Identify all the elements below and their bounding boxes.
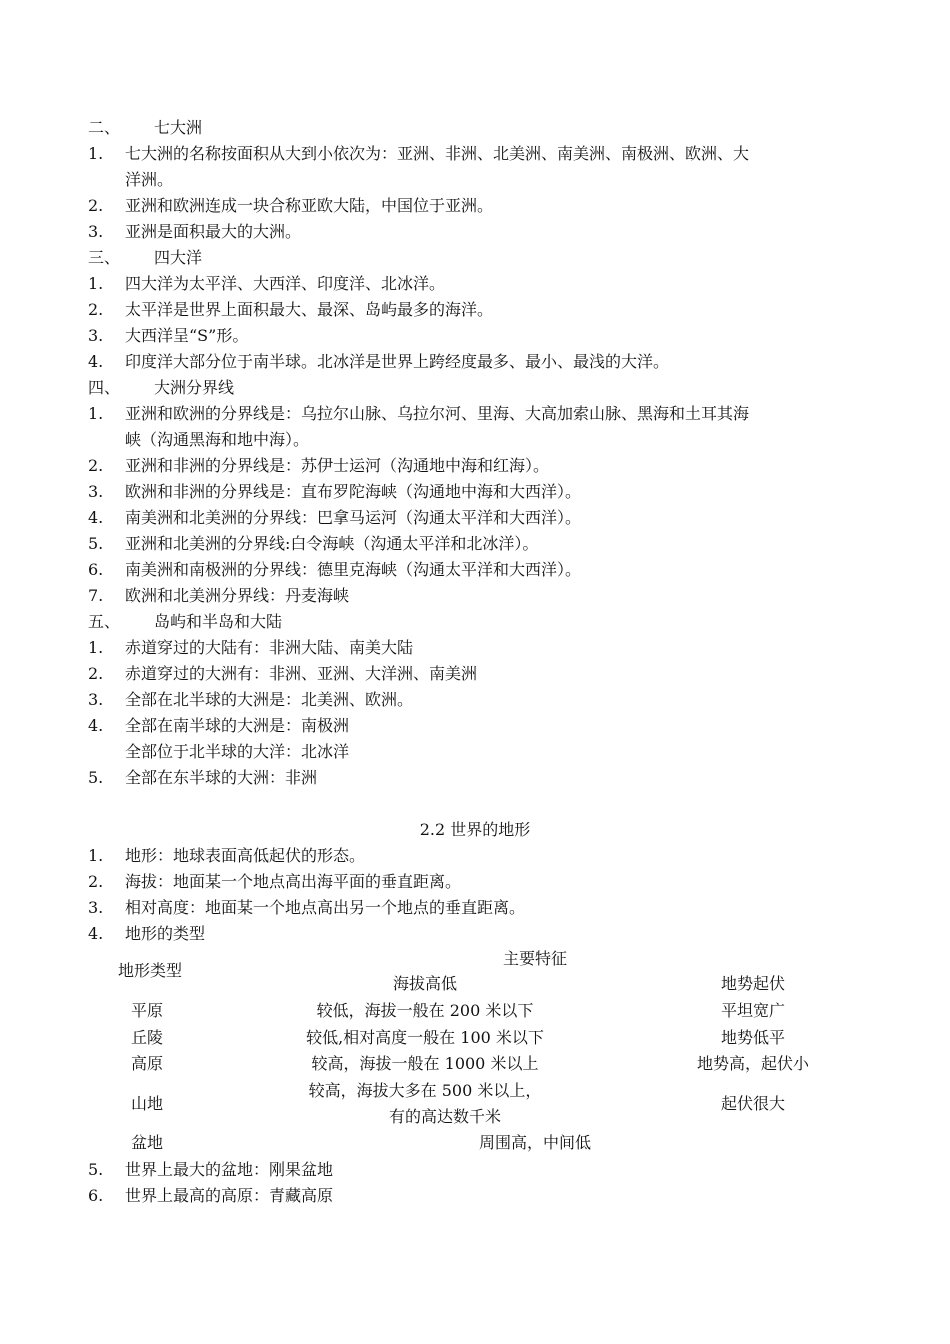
list-item (88, 401, 878, 427)
list-item (88, 635, 878, 661)
item-number: 2. (88, 300, 104, 319)
list-item (88, 765, 878, 791)
item-number: 1. (88, 846, 104, 865)
item-text: 全部在东半球的大洲：非洲 (125, 768, 318, 787)
list-item (88, 661, 878, 687)
table-cell-type: 盆地 (130, 1133, 163, 1152)
table-header-relief: 地势起伏 (720, 974, 785, 993)
section-heading (88, 245, 878, 271)
item-number: 6. (88, 560, 104, 579)
list-item (88, 349, 878, 375)
section-title: 岛屿和半岛和大陆 (154, 612, 283, 631)
list-item (88, 193, 878, 219)
list-item (88, 297, 878, 323)
table-cell-type: 高原 (130, 1054, 163, 1073)
item-text: 全部在北半球的大洲是：北美洲、欧洲。 (125, 690, 414, 709)
table-cell-merged: 周围高，中间低 (478, 1133, 591, 1152)
item-number: 3. (88, 222, 104, 241)
table-cell-relief: 平坦宽广 (720, 1001, 785, 1020)
item-number: 7. (88, 586, 104, 605)
item-text: 海拔：地面某一个地点高出海平面的垂直距离。 (125, 872, 462, 891)
table-header-features: 主要特征 (502, 949, 567, 968)
section-heading (88, 375, 878, 401)
item-number: 1. (88, 144, 104, 163)
item-text: 地形：地球表面高低起伏的形态。 (125, 846, 366, 865)
item-number: 4. (88, 508, 104, 527)
list-item (88, 713, 878, 739)
list-item (88, 505, 878, 531)
item-number: 3. (88, 690, 104, 709)
item-number: 2. (88, 664, 104, 683)
item-text: 全部在南半球的大洲是：南极洲 (125, 716, 350, 735)
item-number: 2. (88, 456, 104, 475)
list-item (88, 869, 878, 895)
list-item-continuation (88, 427, 878, 453)
section-number: 三、 (88, 248, 121, 267)
table-cell-type: 山地 (130, 1094, 163, 1113)
section-title: 大洲分界线 (154, 378, 235, 397)
item-number: 5. (88, 1160, 104, 1179)
item-number: 5. (88, 768, 104, 787)
item-text: 亚洲和欧洲连成一块合称亚欧大陆，中国位于亚洲。 (125, 196, 494, 215)
chapter-title: 2.2 世界的地形 (419, 820, 531, 839)
item-text: 大西洋呈“S”形。 (125, 326, 249, 345)
list-item (88, 219, 878, 245)
item-number: 3. (88, 482, 104, 501)
section-title: 七大洲 (154, 118, 203, 137)
item-text: 亚洲和北美洲的分界线:白令海峡（沟通太平洋和北冰洋）。 (125, 534, 539, 553)
item-text: 印度洋大部分位于南半球。北冰洋是世界上跨经度最多、最小、最浅的大洋。 (125, 352, 670, 371)
item-text: 世界上最大的盆地：刚果盆地 (125, 1160, 334, 1179)
section-title: 四大洋 (154, 248, 203, 267)
item-text: 相对高度：地面某一个地点高出另一个地点的垂直距离。 (125, 898, 526, 917)
item-text-continuation: 洋洲。 (125, 170, 174, 189)
item-text: 世界上最高的高原：青藏高原 (125, 1186, 334, 1205)
item-number: 1. (88, 274, 104, 293)
list-item-continuation (88, 167, 878, 193)
item-text: 七大洲的名称按面积从大到小依次为：亚洲、非洲、北美洲、南美洲、南极洲、欧洲、大 (125, 144, 750, 163)
list-item (88, 557, 878, 583)
item-text: 太平洋是世界上面积最大、最深、岛屿最多的海洋。 (125, 300, 494, 319)
item-text-continuation: 峡（沟通黑海和地中海）。 (125, 430, 310, 449)
item-number: 4. (88, 716, 104, 735)
list-item (88, 479, 878, 505)
list-item (88, 141, 878, 167)
item-number: 2. (88, 196, 104, 215)
list-item (88, 271, 878, 297)
item-text: 欧洲和北美洲分界线：丹麦海峡 (125, 586, 350, 605)
item-text: 南美洲和南极洲的分界线：德里克海峡（沟通太平洋和大西洋）。 (125, 560, 582, 579)
item-text: 四大洋为太平洋、大西洋、印度洋、北冰洋。 (125, 274, 446, 293)
item-number: 4. (88, 924, 104, 943)
list-item (88, 921, 878, 947)
list-item (88, 453, 878, 479)
list-item (88, 895, 878, 921)
list-item (88, 1183, 878, 1209)
table-cell-relief: 地势高，起伏小 (696, 1054, 809, 1073)
item-number: 3. (88, 898, 104, 917)
item-text: 赤道穿过的大陆有：非洲大陆、南美大陆 (125, 638, 414, 657)
section-number: 二、 (88, 118, 121, 137)
item-number: 4. (88, 352, 104, 371)
table-header-type: 地形类型 (117, 961, 182, 980)
table-cell-relief: 起伏很大 (720, 1094, 785, 1113)
list-item (88, 583, 878, 609)
item-number: 1. (88, 404, 104, 423)
section-heading (88, 115, 878, 141)
item-number: 2. (88, 872, 104, 891)
list-item (88, 323, 878, 349)
table-cell-altitude-continuation: 有的高达数千米 (388, 1107, 501, 1126)
table-header-altitude: 海拔高低 (392, 974, 457, 993)
table-cell-type: 丘陵 (130, 1028, 163, 1047)
item-text: 地形的类型 (125, 924, 206, 943)
table-cell-altitude: 较低，海拔一般在 200 米以下 (316, 1001, 534, 1020)
table-cell-altitude: 较高，海拔一般在 1000 米以上 (311, 1054, 539, 1073)
list-item (88, 1157, 878, 1183)
item-text: 亚洲是面积最大的大洲。 (125, 222, 302, 241)
item-number: 5. (88, 534, 104, 553)
list-item-continuation (88, 739, 878, 765)
section-heading (88, 609, 878, 635)
item-text: 赤道穿过的大洲有：非洲、亚洲、大洋洲、南美洲 (125, 664, 478, 683)
item-text: 亚洲和欧洲的分界线是：乌拉尔山脉、乌拉尔河、里海、大高加索山脉、黑海和土耳其海 (125, 404, 750, 423)
item-number: 1. (88, 638, 104, 657)
item-number: 6. (88, 1186, 104, 1205)
table-cell-altitude: 较高，海拔大多在 500 米以上， (308, 1081, 542, 1100)
list-item (88, 843, 878, 869)
item-text: 亚洲和非洲的分界线是：苏伊士运河（沟通地中海和红海）。 (125, 456, 550, 475)
table-cell-relief: 地势低平 (720, 1028, 785, 1047)
item-text: 欧洲和非洲的分界线是：直布罗陀海峡（沟通地中海和大西洋）。 (125, 482, 582, 501)
item-text: 南美洲和北美洲的分界线：巴拿马运河（沟通太平洋和大西洋）。 (125, 508, 582, 527)
list-item (88, 531, 878, 557)
list-item (88, 687, 878, 713)
item-text-continuation: 全部位于北半球的大洋：北冰洋 (125, 742, 350, 761)
table-cell-altitude: 较低,相对高度一般在 100 米以下 (306, 1028, 544, 1047)
section-number: 五、 (88, 612, 121, 631)
section-number: 四、 (88, 378, 121, 397)
table-cell-type: 平原 (130, 1001, 163, 1020)
item-number: 3. (88, 326, 104, 345)
